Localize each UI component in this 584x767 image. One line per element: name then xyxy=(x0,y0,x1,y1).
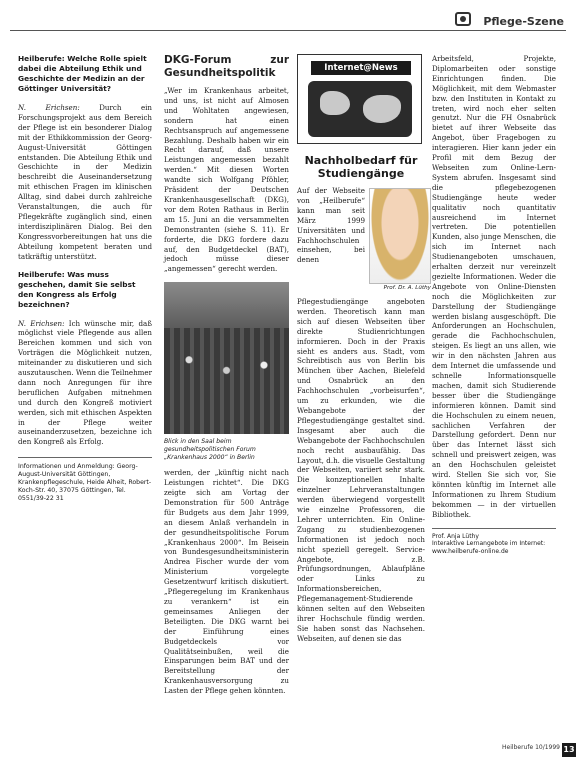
conference-photo xyxy=(164,282,289,434)
dkg-article xyxy=(164,54,289,754)
internet-news-continued xyxy=(432,54,556,754)
interview-answer-2 xyxy=(18,319,152,448)
page-number: 13 xyxy=(562,743,576,757)
crowd-image xyxy=(164,328,289,434)
header-rule xyxy=(10,30,566,31)
answer-text: Ich wünsche mir, daß möglichst viele Pflegende aus allen Bereichen kommen und sich von Vorträgen die Möglichkeit nutzen, miteinander zu diskutieren und sich auszutauschen. Wenn die Teilnehmer dann noch Anregungen für ihre beruflichen Aufgaben mitnehmen und durch den Kongreß motiviert werden, sich mit ethischen Aspekten in der Pflege weiter auseinanderzusetzen, bezeichne ich den Kongreß als Erfolg. xyxy=(18,318,152,447)
portrait-caption: Prof. Dr. A. Lüthy xyxy=(383,285,431,291)
portrait-photo xyxy=(369,188,431,284)
section-title: Pflege-Szene xyxy=(483,15,564,28)
article-headline: DKG-Forum zur Gesundheitspolitik xyxy=(164,54,289,79)
author-portrait xyxy=(369,188,431,294)
article-body: Auf der Webseite von „Heilberufe“ kann man seit März 1999 Universitäten und Fachhochschulen einsehen, bei denen Pflegestudiengänge angeboten werden. Theoretisch kann man sich auf diesen Webseiten über direkte Studienrichtungen informieren. Doch in der Praxis sieht es anders aus. Stadt, vom Schreibtisch aus von Berlin bis München über Aachen, Bielefeld und Osnabrück an den Fachhochschulen „vorbeisurfen“, um zu erkunden, wie die Webangebote der Pflegestudiengänge gestaltet sind. Insgesamt aber auch die Webangebote der Fachhochschulen noch recht ausbaufähig. Das Layout, d.h. die visuelle Gestaltung der Webseiten, variiert sehr stark. Die konzeptionellen Inhalte einzelner Lehrveranstaltungen werden überwiegend vorgestellt wie einzelne Professoren, die Lehrer unterrichten. Ein Online-Zugang zu studienbezogenen Informationen ist jedoch noch nicht speziell geregelt. Service-Angebote, z.B. Prüfungsordnungen, Ablaufpläne oder Links zu Informationsbereichen, Pflegemanagement-Studierende können selten auf den Webseiten ihrer Hochschule fündig werden. Sie haben sonst das Nachsehen. Webseiten, auf denen sie das xyxy=(297,186,425,643)
interview-question-2: Heilberufe: Was muss geschehen, damit Sie selbst den Kongress als Erfolg bezeichnen? xyxy=(18,269,136,309)
article-body: Arbeitsfeld, Projekte, Diplomarbeiten oder sonstige Einrichtungen finden. Die Möglichkeit, mit dem Webmaster bzw. den Instituten in Kontakt zu treten, wird noch eher selten genutzt. Nur die FH Osnabrück bietet auf ihrer Webseite das Angebot, über Fragebogen zu interagieren. Hier kann jeder ein Profil mit dem Bezug der Webseiten zum Online-Lern-System abrufen. Insgesamt sind die pflegebezogenen Studiengänge heute weder qualitativ noch quantitativ ausreichend im Internet vertreten. Die potentiellen Kunden, also junge Menschen, die sich im Internet nach Studienangeboten umschauen, erhalten derzeit nur vereinzelt gezielte Informationen. Weder die Angebote von Online-Diensten noch die Möglichkeiten zur Darstellung der Studiengänge werden bislang ausgeschöpft. Die Anforderungen an Hochschulen, gerade die Fachhochschulen, steigen. Es liegt an uns allen, wie wir in den nächsten Jahren aus dem Internet die umfassende und schnelle Informationsquelle machen, damit sich Studierende besser über die Studiengänge informieren können. Damit sind die Hochschulen zu einem neuen, sachlichen Verfahren der Darstellung gefordert. Denn nur über das Internet lässt sich schnell und preiswert zeigen, was an den Hochschulen geleistet wird. Stellen Sie sich vor, Sie könnten künftig im Internet alle Informationen zu Ihrem Studium bekommen — in der virtuellen Bibliothek. xyxy=(432,54,556,519)
internet-news-banner xyxy=(297,54,422,144)
world-map-icon xyxy=(308,81,412,137)
article-paragraph: werden, der „künftig nicht nach Leistungen richtet“. Die DKG zeigte sich am Vortag der Demonstration für 500 Anträge für Budgets aus dem Jahr 1999, an diesem Anlaß verhandeln in der gesundheitspolitische Forum „Krankenhaus 2000“. Im Beisein von Bundesgesundheitsministerin Andrea Fischer wurde der vom Ministerium vorgelegte Gesetzentwurf kritisch diskutiert. „Pflegeregelung im Krankenhaus zu verankern“ ist ein gemeinsames Anliegen der Beteiligten. Die DKG warnt bei der Einführung eines Budgetdeckels vor Qualitätseinbußen, weil die Einsparungen beim BAT und der Bereitstellung der Krankenhausversorgung zu Lasten der Pflege gehen könnten. xyxy=(164,468,289,696)
answer-text: Durch ein Forschungsprojekt aus dem Bereich der Pflege ist ein besonderer Dialog mit der Ethikkommission der Georg-August-Universität Göttingen entstanden. Die Abteilung Ethik und Geschichte in der Medizin beschreibt die Auseinandersetzung mit ethischen Fragen im klinischen Alltag, sind dabei durch zahlreiche Veranstaltungen, die auch für Pflegekräfte zugänglich sind, einen interdisziplinären Dialog. Bei den Kongressvorbereitungen hat uns die Abteilung kompetent beraten und tatkräftig unterstützt. xyxy=(18,103,152,261)
author-detail: Interaktive Lernangebote im Internet: www.heilberufe-online.de xyxy=(432,540,546,555)
speaker-name: N. Erichsen: xyxy=(18,318,65,328)
camera-icon xyxy=(455,12,471,26)
interview-answer-1 xyxy=(18,103,152,262)
issue-label: Heilberufe 10/1999 xyxy=(502,744,560,751)
interview-question-1: Heilberufe: Welche Rolle spielt dabei die Abteilung Ethik und Geschichte der Medizin an der Göttinger Universität? xyxy=(18,54,147,93)
article-headline: Nachholbedarf für Studiengänge xyxy=(304,154,418,180)
speaker-name: N. Erichsen: xyxy=(18,103,80,112)
contact-note: Informationen und Anmeldung: Georg-August-Universität Göttingen, Krankenpflegeschule, Heide Alheit, Robert-Koch-Str. 40, 37075 Göttingen, Tel. 0551/39-22 31 xyxy=(18,457,152,503)
photo-caption: Blick in den Saal beim gesundheitspolitischen Forum „Krankenhaus 2000“ in Berlin xyxy=(164,438,256,462)
interview-column xyxy=(18,54,152,734)
internet-news-article xyxy=(297,54,431,754)
author-name: Prof. Anja Lüthy xyxy=(432,532,479,540)
banner-label: Internet@News xyxy=(311,61,411,75)
author-signature xyxy=(432,528,556,556)
article-paragraph: „Wer im Krankenhaus arbeitet, und uns, ist nicht auf Almosen und Wohltaten angewiesen, sondern hat einen Rechtsanspruch auf angemessene Bezahlung. Deshalb haben wir ein Recht darauf, daß unsere Leistungen angemessen bezahlt werden.“ Mit diesen Worten wandte sich Wolfgang Pföhler, Präsident der Deutschen Krankenhausgesellschaft (DKG), vor dem Roten Rathaus in Berlin am 15. Juni an die versammelten Demonstranten (siehe S. 11). Er forderte, die DKG fordere dazu auf, den Budgetdeckel (BAT), jedoch müsse dieser „angemessen“ gerecht werden. xyxy=(164,86,289,274)
